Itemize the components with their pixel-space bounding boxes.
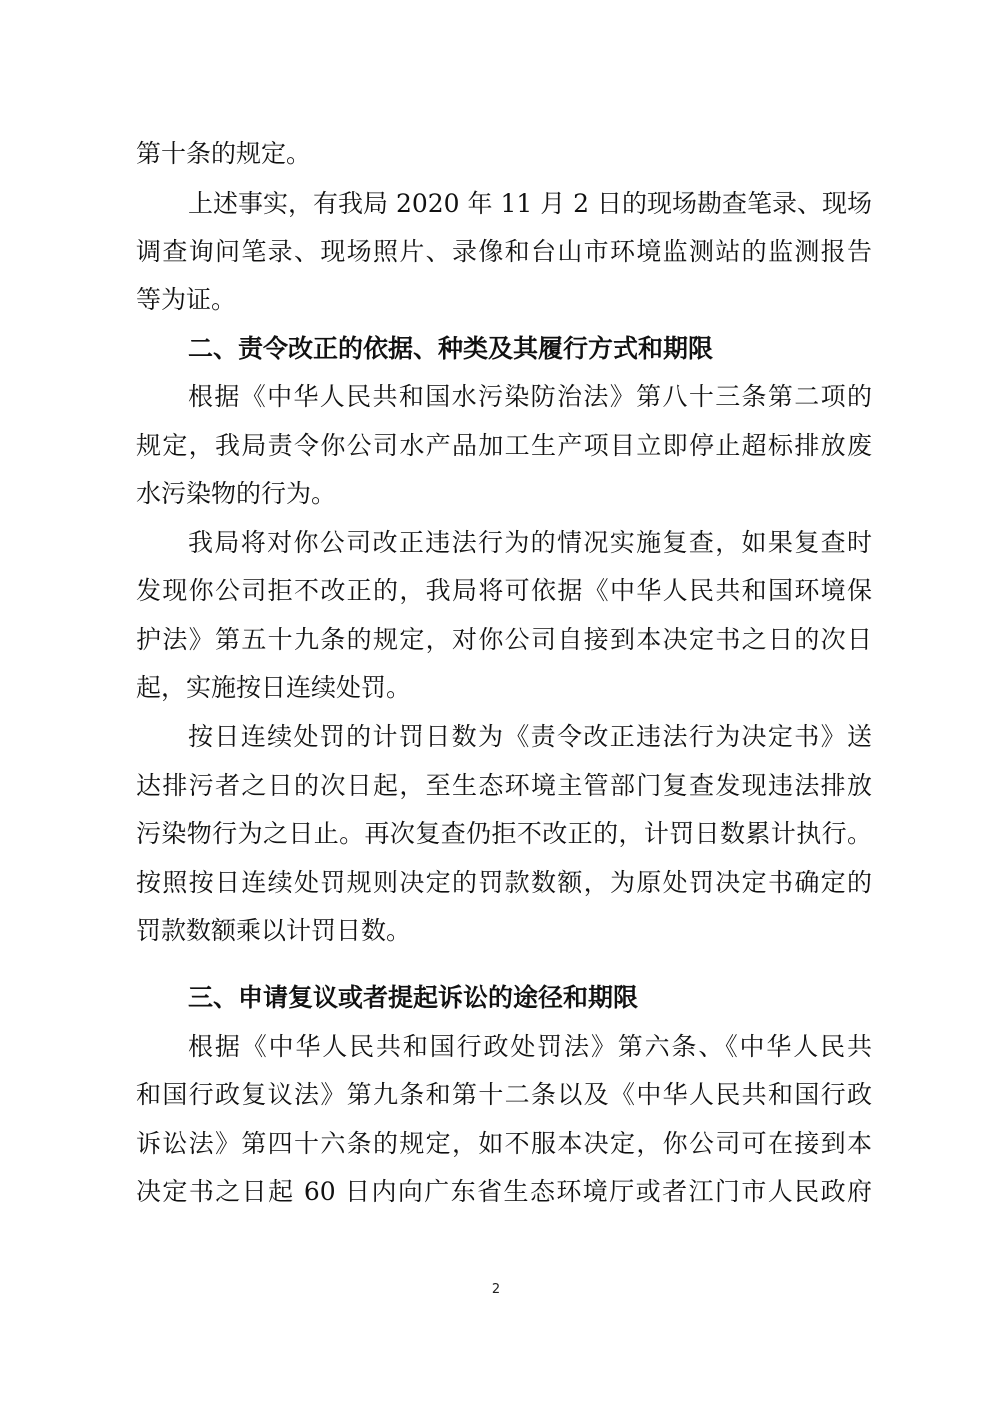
body-text-line: 达排污者之日的次日起，至生态环境主管部门复查发现违法排放 <box>136 771 872 800</box>
body-text-line: 诉讼法》第四十六条的规定，如不服本决定，你公司可在接到本 <box>136 1129 872 1158</box>
page-number: 2 <box>491 1282 501 1297</box>
body-text-line: 发现你公司拒不改正的，我局将可依据《中华人民共和国环境保 <box>136 576 872 605</box>
body-text-line: 根据《中华人民共和国行政处罚法》第六条、《中华人民共 <box>188 1032 872 1061</box>
body-text-line: 罚款数额乘以计罚日数。 <box>136 916 412 945</box>
section-heading-3: 三、申请复议或者提起诉讼的途径和期限 <box>188 983 639 1012</box>
body-text-line: 水污染物的行为。 <box>136 479 337 508</box>
body-text-line: 护法》第五十九条的规定，对你公司自接到本决定书之日的次日 <box>136 625 872 654</box>
body-text-line: 上述事实，有我局 2020 年 11 月 2 日的现场勘查笔录、现场 <box>188 189 873 218</box>
body-text-line: 第十条的规定。 <box>136 139 312 168</box>
body-text-line: 按日连续处罚的计罚日数为《责令改正违法行为决定书》送 <box>188 722 872 751</box>
body-text-line: 调查询问笔录、现场照片、录像和台山市环境监测站的监测报告 <box>136 237 872 266</box>
body-text-line: 根据《中华人民共和国水污染防治法》第八十三条第二项的 <box>188 382 872 411</box>
body-text-line: 等为证。 <box>136 285 237 314</box>
body-text-line: 决定书之日起 60 日内向广东省生态环境厅或者江门市人民政府 <box>136 1177 872 1206</box>
section-heading-2: 二、责令改正的依据、种类及其履行方式和期限 <box>188 334 714 363</box>
body-text-line: 和国行政复议法》第九条和第十二条以及《中华人民共和国行政 <box>136 1080 872 1109</box>
body-text-line: 我局将对你公司改正违法行为的情况实施复查，如果复查时 <box>188 528 872 557</box>
body-text-line: 规定，我局责令你公司水产品加工生产项目立即停止超标排放废 <box>136 431 872 460</box>
body-text-line: 污染物行为之日止。再次复查仍拒不改正的，计罚日数累计执行。 <box>136 819 872 848</box>
body-text-line: 按照按日连续处罚规则决定的罚款数额，为原处罚决定书确定的 <box>136 868 872 897</box>
body-text-line: 起，实施按日连续处罚。 <box>136 673 412 702</box>
